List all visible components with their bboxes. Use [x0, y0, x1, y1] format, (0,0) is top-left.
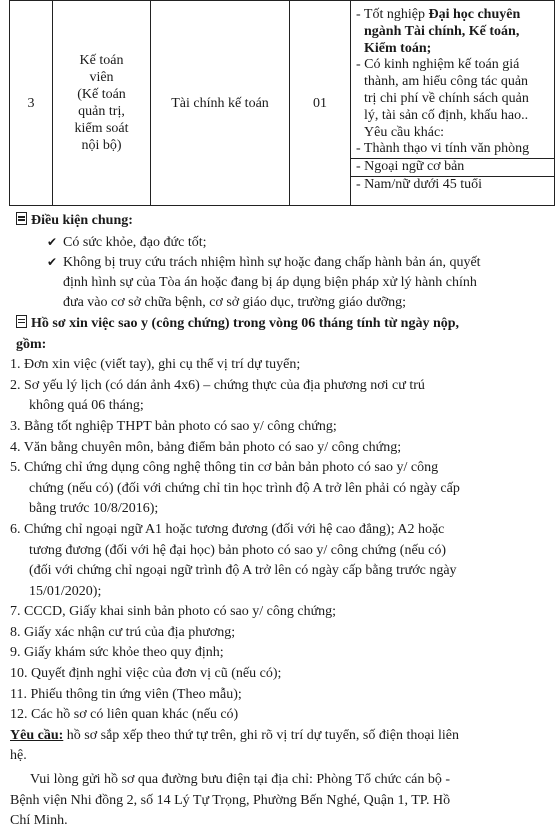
position-line: kiểm soát — [74, 121, 129, 136]
cell-quantity: 01 — [290, 1, 351, 206]
document-icon — [16, 315, 27, 328]
job-table — [9, 0, 555, 206]
dossier-item-cont: (đối với chứng chỉ ngoại ngữ trình độ A trở lên có ngày cấp bằng trước ngày — [29, 563, 457, 579]
requirement-line-cont: hệ. — [10, 748, 27, 764]
req-line: - Ngoại ngữ cơ bản — [351, 158, 554, 176]
document-body — [0, 211, 560, 832]
req-line: Kiểm toán; — [364, 40, 432, 56]
dossier-item-cont: 15/01/2020); — [29, 583, 102, 599]
req-line: ngành Tài chính, Kế toán, — [364, 23, 520, 39]
requirement-label: Yêu cầu: — [10, 727, 64, 743]
dossier-item: 7. CCCD, Giấy khai sinh bản photo có sao y/ công chứng; — [10, 604, 337, 620]
dossier-item: 2. Sơ yếu lý lịch (có dán ảnh 4x6) – chứng thực của địa phương nơi cư trú — [10, 377, 425, 393]
checkmark-icon: ✔ — [47, 255, 58, 270]
general-item-cont: định hình sự của Tòa án hoặc đang bị áp dụng biện pháp xử lý hành chính — [63, 274, 477, 290]
document-icon — [16, 212, 27, 225]
req-line: - Thành thạo vi tính văn phòng — [356, 141, 530, 157]
dossier-item: 3. Bằng tốt nghiệp THPT bản photo có sao y/ công chứng; — [10, 418, 337, 434]
req-line: - Nam/nữ dưới 45 tuổi — [351, 176, 554, 194]
dossier-item-cont: chứng (nếu có) (đối với chứng chỉ tin học trình độ A trở lên phải có ngày cấp — [29, 480, 460, 496]
general-item-cont: đưa vào cơ sở chữa bệnh, cơ sở giáo dục, trường giáo dưỡng; — [63, 295, 407, 311]
req-line: trị chi phí về chính sách quản — [364, 90, 529, 106]
general-conditions-title: Điều kiện chung: — [0, 211, 560, 232]
req-line: lý, tài sản cố định, khấu hao.. — [364, 107, 529, 123]
dossier-item-cont: bằng trước 10/8/2016); — [29, 501, 159, 517]
position-line: (Kế toán — [77, 87, 126, 102]
general-item: ✔ Có sức khỏe, đạo đức tốt; — [0, 232, 560, 253]
table-row — [10, 1, 555, 206]
dossier-title: Hồ sơ xin việc sao y (công chứng) trong vòng 06 tháng tính từ ngày nộp, — [0, 314, 560, 335]
submission-line: Chí Minh. — [10, 813, 68, 829]
dossier-item: 11. Phiếu thông tin ứng viên (Theo mẫu); — [10, 686, 242, 702]
submission-line: Bệnh viện Nhi đồng 2, số 14 Lý Tự Trọng, Phường Bến Nghé, Quận 1, TP. Hồ — [10, 792, 451, 808]
dossier-item-cont: không quá 06 tháng; — [29, 398, 144, 414]
req-line: - Có kinh nghiệm kế toán giá — [356, 57, 520, 73]
requirement-line: Yêu cầu: hồ sơ sắp xếp theo thứ tự trên, ghi rõ vị trí dự tuyển, số điện thoại liên — [10, 727, 459, 743]
dossier-item: 10. Quyết định nghỉ việc của đơn vị cũ (nếu có); — [10, 666, 282, 682]
position-line: viên — [89, 70, 114, 85]
req-line: Yêu cầu khác: — [364, 124, 445, 140]
cell-requirements — [351, 1, 555, 206]
cell-stt: 3 — [10, 1, 53, 206]
req-line: - Tốt nghiệp Đại học chuyên — [356, 7, 521, 22]
dossier-item: 8. Giấy xác nhận cư trú của địa phương; — [10, 624, 236, 640]
submission-line: Vui lòng gửi hồ sơ qua đường bưu điện tại địa chỉ: Phòng Tổ chức cán bộ - — [30, 772, 451, 788]
dossier-item: 9. Giấy khám sức khỏe theo quy định; — [10, 645, 224, 661]
checkmark-icon: ✔ — [47, 234, 58, 249]
position-line: nội bộ) — [81, 138, 122, 153]
cell-major: Tài chính kế toán — [151, 1, 290, 206]
cell-position — [53, 1, 151, 206]
req-line: thành, am hiểu công tác quản — [364, 74, 529, 90]
dossier-item: 6. Chứng chỉ ngoại ngữ A1 hoặc tương đương (đối với hệ cao đẳng); A2 hoặc — [10, 521, 445, 537]
position-line: quản trị, — [78, 104, 125, 119]
dossier-item: 1. Đơn xin việc (viết tay), ghi cụ thể vị trí dự tuyển; — [10, 357, 301, 373]
dossier-item: 12. Các hồ sơ có liên quan khác (nếu có) — [10, 707, 239, 723]
general-item: ✔ Không bị truy cứu trách nhiệm hình sự hoặc đang chấp hành bản án, quyết — [0, 252, 560, 273]
position-line: Kế toán — [79, 53, 124, 68]
dossier-item-cont: tương đương (đối với hệ đại học) bản photo có sao y/ công chứng (nếu có) — [29, 542, 447, 558]
dossier-title-cont: gồm: — [16, 336, 47, 352]
dossier-item: 4. Văn bằng chuyên môn, bảng điểm bản photo có sao y/ công chứng; — [10, 439, 402, 455]
dossier-item: 5. Chứng chỉ ứng dụng công nghệ thông tin cơ bản bản photo có sao y/ công — [10, 460, 439, 476]
